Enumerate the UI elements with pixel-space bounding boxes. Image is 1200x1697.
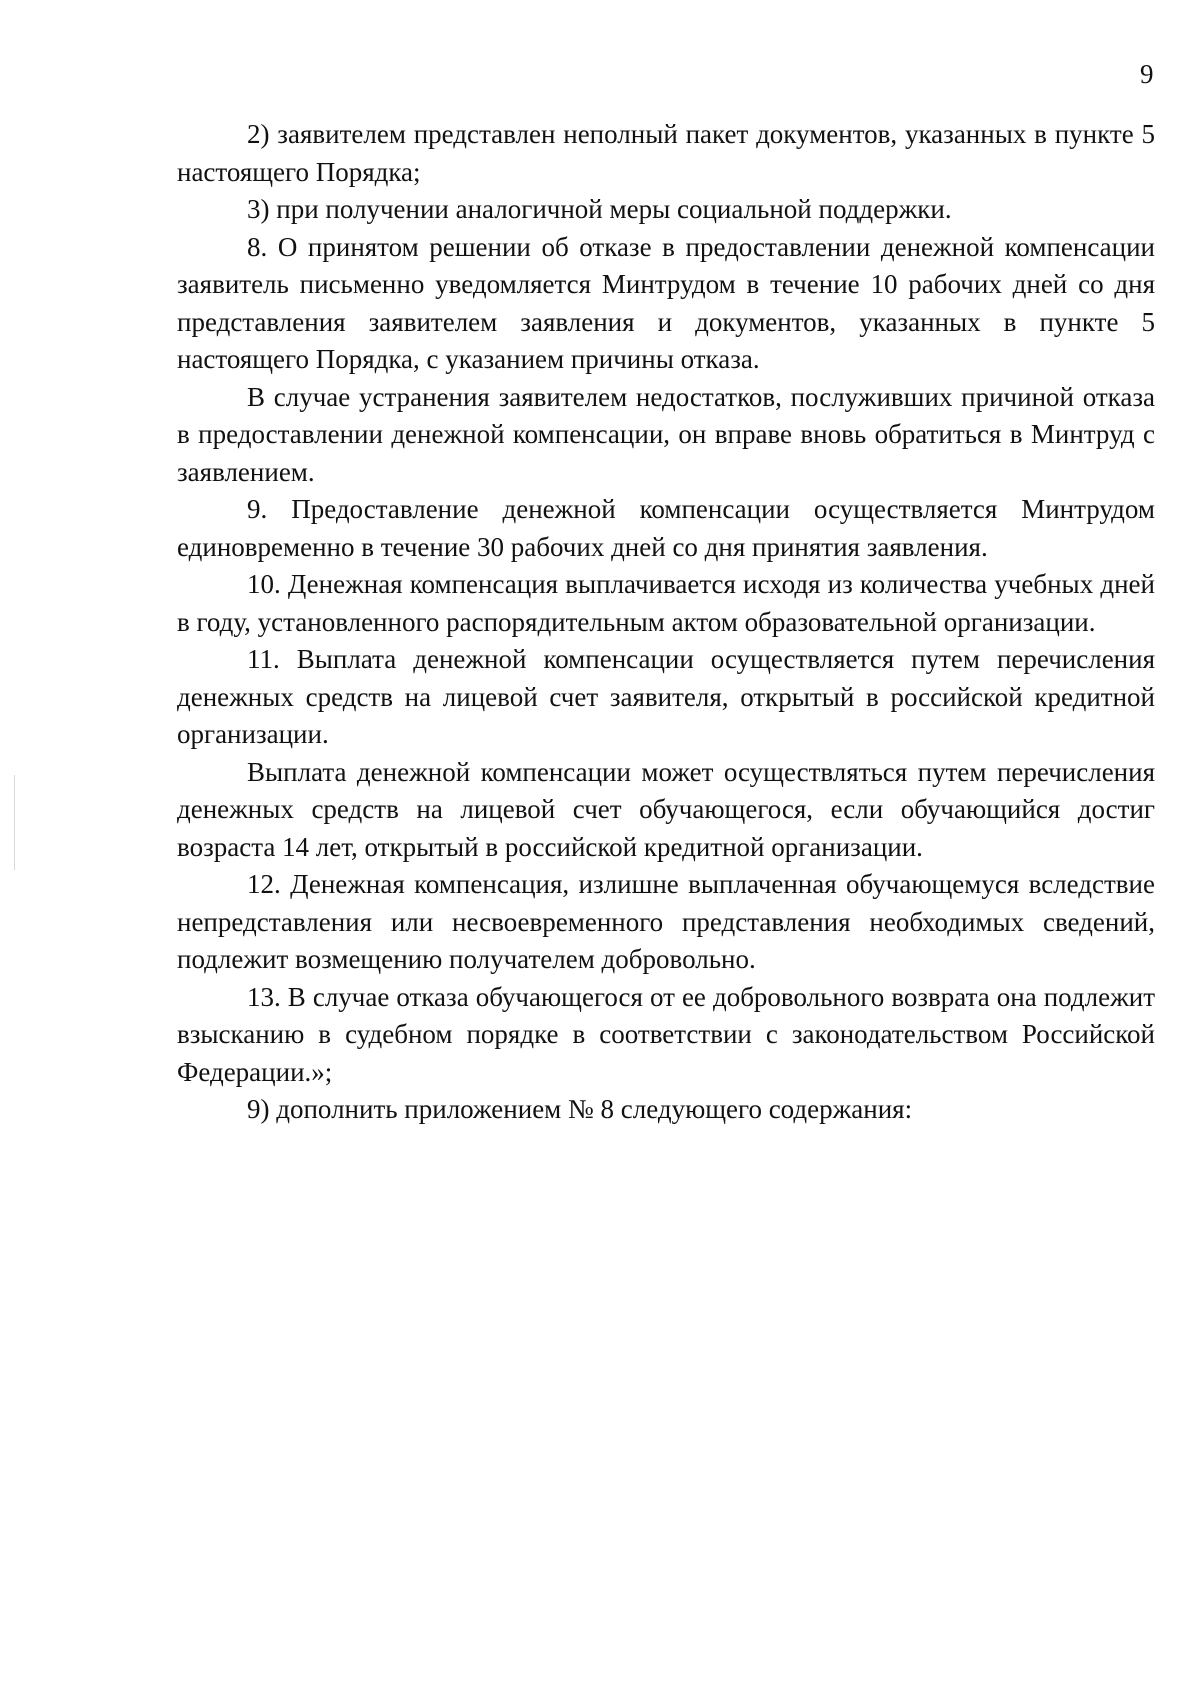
- document-body: [177, 116, 1155, 1129]
- paragraph-item-3-similar-support: 3) при получении аналогичной меры социальной поддержки.: [247, 194, 952, 224]
- scan-edge-mark: [14, 775, 15, 870]
- page-number: 9: [1140, 59, 1154, 89]
- paragraph-item-9-appendix: 9) дополнить приложением № 8 следующего содержания:: [247, 1094, 913, 1124]
- paragraph-item-2-incomplete-documents: 2) заявителем представлен неполный пакет документов, указанных в пункте 5 настоящего Порядка;: [177, 119, 1155, 187]
- paragraph-12-overpayment: 12. Денежная компенсация, излишне выплаченная обучающемуся вследствие непредставления или несвоевременного представления необходимых сведений, подлежит возмещению получателем добровольно.: [177, 869, 1155, 974]
- paragraph-13-recovery: 13. В случае отказа обучающегося от ее добровольного возврата она подлежит взысканию в судебном порядке в соответствии с законодательством Российской Федерации.»;: [177, 981, 1155, 1087]
- paragraph-reapplication: В случае устранения заявителем недостатков, послуживших причиной отказа в предоставлении денежной компенсации, он вправе вновь обратиться в Минтруд с заявлением.: [177, 381, 1155, 487]
- paragraph-payment-to-student: Выплата денежной компенсации может осуществляться путем перечисления денежных средств на лицевой счет обучающегося, если обучающийся достиг возраста 14 лет, открытый в российской кредитной организации.: [177, 756, 1155, 862]
- paragraph-11-payment: 11. Выплата денежной компенсации осуществляется путем перечисления денежных средств на лицевой счет заявителя, открытый в российской кредитной организации.: [177, 644, 1155, 749]
- paragraph-9-provision: 9. Предоставление денежной компенсации осуществляется Минтрудом единовременно в течение 30 рабочих дней со дня принятия заявления.: [177, 494, 1155, 562]
- paragraph-10-calculation: 10. Денежная компенсация выплачивается исходя из количества учебных дней в году, установленного распорядительным актом образовательной организации.: [177, 569, 1155, 637]
- paragraph-8-refusal-notice: 8. О принятом решении об отказе в предоставлении денежной компенсации заявитель письменно уведомляется Минтрудом в течение 10 рабочих дней со дня представления заявителем заявления и документов, указанных в пункте 5 настоящего Порядка, с указанием причины отказа.: [177, 231, 1155, 374]
